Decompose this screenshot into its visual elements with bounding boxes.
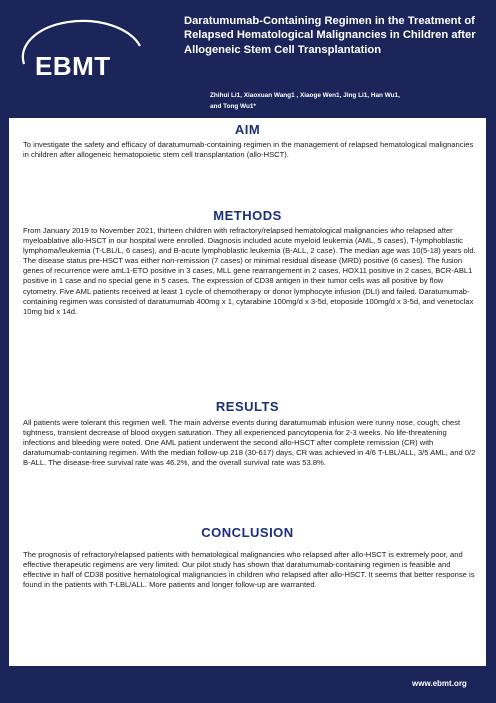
- footer-url-link[interactable]: www.ebmt.org: [412, 679, 467, 688]
- ebmt-logo: [12, 18, 152, 98]
- authors: [210, 90, 480, 112]
- aim-heading: AIM: [234, 122, 261, 137]
- results-heading: RESULTS: [215, 399, 280, 414]
- methods-heading: METHODS: [213, 208, 282, 223]
- conclusion-body: The prognosis of refractory/relapsed patients with hematological malignancies who relapsed after allo-HSCT is extremely poor, and effective therapeutic regimens are very limited. Our pilot study has shown that daratumumab-containing regimen is feasible and effective in half of CD38 positive hematological malignancies in children who relapsed after allo-HSCT. It seems that better response is found in the patients with T-LBL/ALL. More patients and longer follow-up are warranted.: [23, 550, 475, 590]
- conclusion-heading: CONCLUSION: [201, 525, 294, 540]
- aim-body: To investigate the safety and efficacy of daratumumab-containing regimen in the management of relapsed hematological malignancies in children after allogeneic hematopoietic stem cell transplantation (allo-HSCT).: [23, 140, 474, 160]
- content-panel: [9, 118, 486, 666]
- poster-header: [0, 0, 496, 118]
- authors-line-1: Zhihui Li1, Xiaoxuan Wang1 , Xiaoge Wen1, Jing Li1, Han Wu1,: [210, 92, 400, 99]
- results-body: All patients were tolerant this regimen well. The main adverse events during daratumumab infusion were runny nose, cough, chest tightness, transient decrease of blood oxygen saturation. They all experienced pancytopenia for 2-3 weeks. No life-threatening infections and bleeding were noted. One AML patient underwent the second allo-HSCT after complete remission (CR) with daratumumab-containing regimen. With the median follow-up 218 (30-617) days, CR was achieved in 4/6 T-LBL/ALL, 3/5 AML, and 0/2 B-ALL. The disease-free survival rate was 46.2%, and the overall survival rate was 53.8%.: [23, 418, 476, 468]
- authors-line-2: and Tong Wu1*: [210, 103, 256, 110]
- logo-text: EBMT: [35, 51, 111, 81]
- methods-body: From January 2019 to November 2021, thirteen children with refractory/relapsed hematological malignancies who relapsed after myeloablative allo-HSCT in our hospital were enrolled. Diagnosis included acute myeloid leukemia (AML, 5 cases), T-lymphoblastic lymphoma/leukemia (T-LBL/L, 6 cases), and B-acute lymphoblastic leukemia (B-ALL, 2 case). The median age was 10(5-18) years old. The disease status pre-HSCT was either non-remission (7 cases) or minimal residual disease (MRD) positive (6 cases). The fusion genes of recurrence were amL1-ETO positive in 3 cases, MLL gene rearrangement in 2 cases, HOX11 positive in 2 cases, BCR-ABL1 positive in 1 case and no special gene in 5 cases. The expression of CD38 antigen in their tumor cells was all positive by flow cytometry. Five AML patients received at least 1 cycle of chemotherapy or donor lymphocyte infusion (DLI) and failed. Daratumumab-containing regimen was consisted of daratumumab 400mg x 1, cytarabine 100mg/d x 3-5d, etoposide 100mg/d x 3-5d, and venetoclax 10mg bid x 14d.: [23, 226, 476, 316]
- poster-title: Daratumumab-Containing Regimen in the Treatment of Relapsed Hematological Malignancies in Children after Allogeneic Stem Cell Transplantation: [184, 15, 476, 56]
